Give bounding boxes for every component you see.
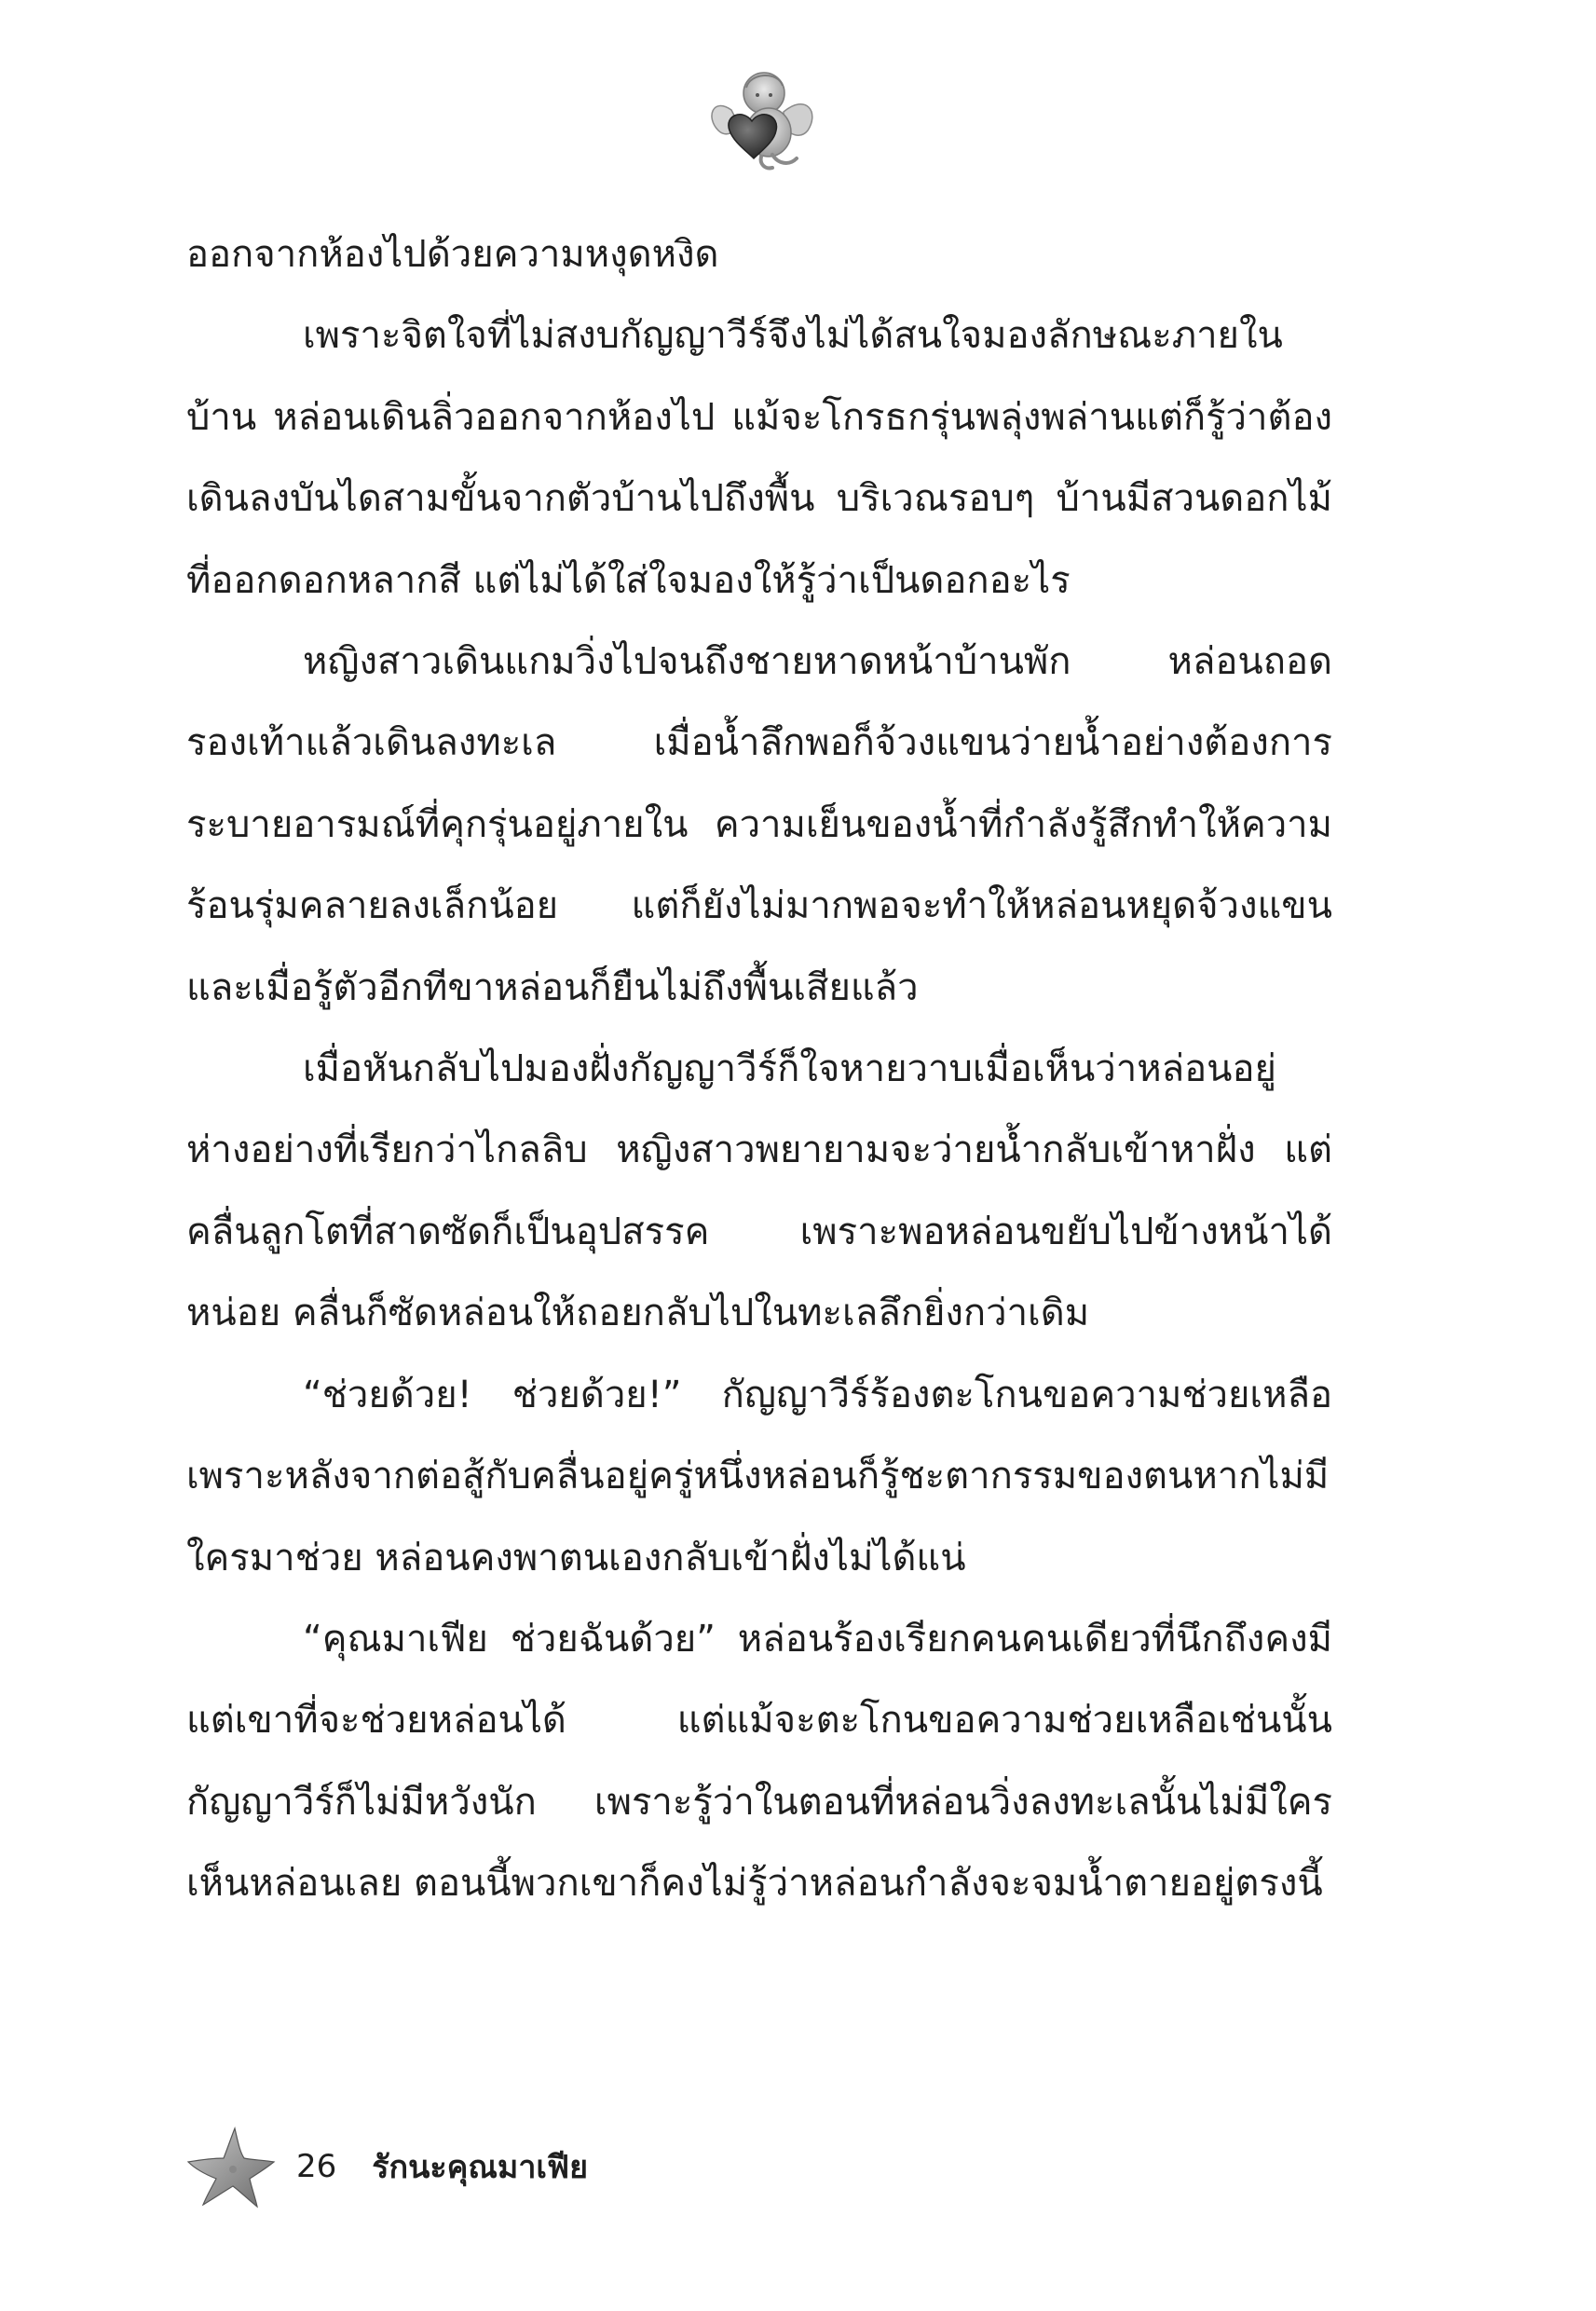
page-number: 26 [296,2148,337,2185]
paragraph: หญิงสาวเดินแกมวิ่งไปจนถึงชายหาดหน้าบ้านพัก หล่อนถอดรองเท้าแล้วเดินลงทะเล เมื่อน้ำลึกพอก็จ้วงแขนว่ายน้ำอย่างต้องการระบายอารมณ์ที่คุกรุ่นอยู่ภายใน ความเย็นของน้ำที่กำลังรู้สึกทำให้ความร้อนรุ่มคลายลงเล็กน้อย แต่ก็ยังไม่มากพอจะทำให้หล่อนหยุดจ้วงแขน และเมื่อรู้ตัวอีกทีขาหล่อนก็ยืนไม่ถึงพื้นเสียแล้ว [186,640,1332,1009]
starfish-icon [186,2125,276,2208]
paragraph: “ช่วยด้วย! ช่วยด้วย!” กัญญาวีร์ร้องตะโกนขอความช่วยเหลือเพราะหลังจากต่อสู้กับคลื่นอยู่ครู่หนึ่งหล่อนก็รู้ชะตากรรมของตนหากไม่มีใครมาช่วย หล่อนคงพาตนเองกลับเข้าฝั่งไม่ได้แน่ [186,1373,1332,1579]
paragraph: เพราะจิตใจที่ไม่สงบกัญญาวีร์จึงไม่ได้สนใจมองลักษณะภายในบ้าน หล่อนเดินลิ่วออกจากห้องไป แม้จะโกรธกรุ่นพลุ่งพล่านแต่ก็รู้ว่าต้องเดินลงบันไดสามขั้นจากตัวบ้านไปถึงพื้น บริเวณรอบๆ บ้านมีสวนดอกไม้ที่ออกดอกหลากสี แต่ไม่ได้ใส่ใจมองให้รู้ว่าเป็นดอกอะไร [186,314,1332,602]
paragraph: ออกจากห้องไปด้วยความหงุดหงิด [186,233,719,276]
chapter-body-text [186,214,1332,1925]
book-title: รักนะคุณมาเฟีย [372,2149,589,2186]
paragraph: “คุณมาเฟีย ช่วยฉันด้วย” หล่อนร้องเรียกคนคนเดียวที่นึกถึงคงมีแต่เขาที่จะช่วยหล่อนได้ แต่แม้จะตะโกนขอความช่วยเหลือเช่นนั้น กัญญาวีร์ก็ไม่มีหวังนัก เพราะรู้ว่าในตอนที่หล่อนวิ่งลงทะเลนั้นไม่มีใครเห็นหล่อนเลย ตอนนี้พวกเขาก็คงไม่รู้ว่าหล่อนกำลังจะจมน้ำตายอยู่ตรงนี้ [186,1617,1332,1906]
cupid-heart-icon [703,65,825,172]
paragraph: เมื่อหันกลับไปมองฝั่งกัญญาวีร์ก็ใจหายวาบเมื่อเห็นว่าหล่อนอยู่ห่างอย่างที่เรียกว่าไกลลิบ หญิงสาวพยายามจะว่ายน้ำกลับเข้าหาฝั่ง แต่คลื่นลูกโตที่สาดซัดก็เป็นอุปสรรค เพราะพอหล่อนขยับไปข้างหน้าได้หน่อย คลื่นก็ซัดหล่อนให้ถอยกลับไปในทะเลลึกยิ่งกว่าเดิม [186,1047,1332,1335]
page-footer [186,2125,588,2208]
